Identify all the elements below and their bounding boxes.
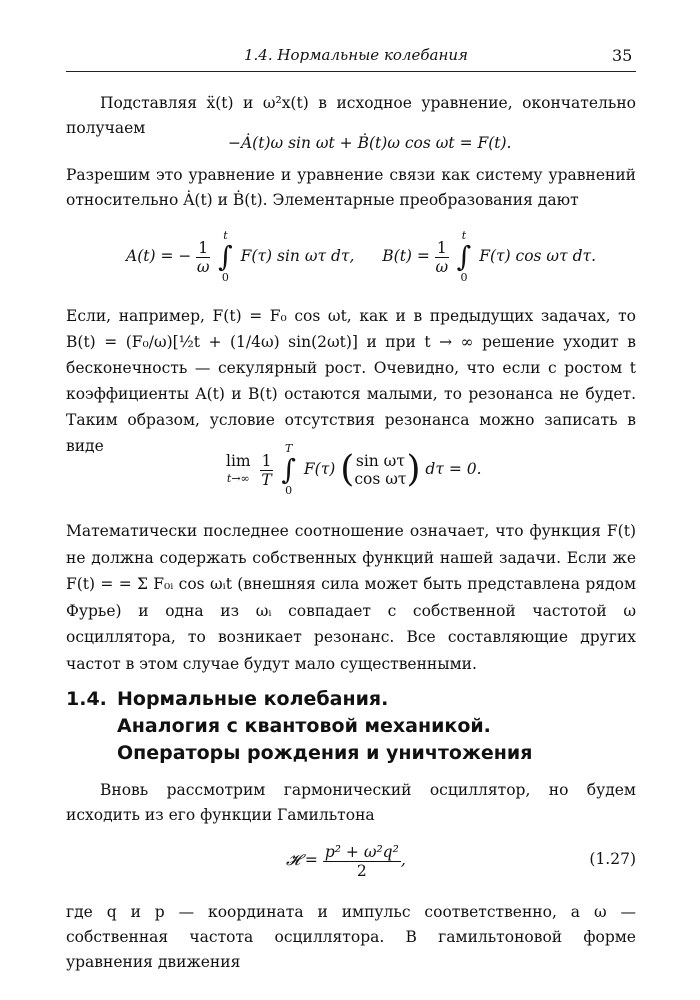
paragraph-hamiltonian-intro: Вновь рассмотрим гармонический осциллятор, но будем исходить из его функции Гамильтона xyxy=(66,781,636,824)
paragraph-solve-system: Разрешим это уравнение и уравнение связи как систему уравнений относительно Ȧ(t) и Ḃ(t). Элементарные преобразования дают xyxy=(66,166,636,209)
eq4-lhs: 𝓗 = xyxy=(286,851,318,869)
eq3-fraction: $\frac{1}{T}$ xyxy=(261,451,272,489)
eq2-integrand-a: F(τ) sin ωτ dτ, xyxy=(240,247,355,265)
eq3-vector: sin ωτ cos ωτ xyxy=(354,452,407,488)
section-title-line1: Нормальные колебания. xyxy=(117,688,389,710)
eq3-integrand: F(τ) xyxy=(303,460,336,478)
eq2-lhs-b: B(t) = xyxy=(382,247,430,265)
section-number: 1.4. xyxy=(66,688,107,710)
eq3-tail: dτ = 0. xyxy=(425,460,482,478)
equation-number: (1.27) xyxy=(589,850,636,868)
eq2-fraction-b: $\frac{1}{\omega}$ xyxy=(435,238,449,276)
eq2-integral-a: t ∫ 0 xyxy=(218,229,233,284)
paragraph-secular-growth: Если, например, F(t) = F₀ cos ωt, как и в предыдущих задачах, то B(t) = (F₀/ω)[½t + (1/4ω) sin(2ωt)] и при t → ∞ решение уходит в бесконечность — секулярный рост. Очевидно, что если с ростом t коэффициенты A(t) и B(t) остаются малыми, то резонанса не будет. Таким образом, условие отсутствия резонанса можно записать в виде xyxy=(66,307,636,455)
paragraph-hamiltonian-form: где q и p — координата и импульс соответственно, а ω — собственная частота осциллятора. В гамильтоновой форме уравнения движения xyxy=(66,903,636,971)
eq2-fraction-a: $\frac{1}{\omega}$ xyxy=(196,238,210,276)
eq3-integral: T ∫ 0 xyxy=(281,442,296,497)
eq2-integrand-b: F(τ) cos ωτ dτ. xyxy=(479,247,596,265)
equation-hamiltonian: 𝓗 = $\frac{\text{p² + ω²q²}}{2}$ , xyxy=(286,842,406,880)
equation-resonance-condition: lim t→∞ $\frac{1}{T}$ T ∫ 0 F(τ) ( sin ωτ cos ωτ ) dτ = 0. xyxy=(226,442,482,497)
page-number: 35 xyxy=(612,46,633,65)
header-rule xyxy=(66,71,636,72)
paragraph-fourier-resonance: Математически последнее соотношение означает, что функция F(t) не должна содержать собственных функций нашей задачи. Если же F(t) = = Σ F₀ᵢ cos ωᵢt (внешняя сила может быть представлена рядом Фурье) и одна из ωᵢ совпадает с собственной частотой ω осциллятора, то возникает резонанс. Все составляющие других частот в этом случае будут мало существенными. xyxy=(66,522,636,673)
equation-a-b-integrals xyxy=(126,225,596,287)
section-title-line2: Аналогия с квантовой механикой. xyxy=(117,715,491,737)
running-header-title: 1.4. Нормальные колебания xyxy=(244,46,468,64)
paragraph-substitution: Подставляя ẍ(t) и ω²x(t) в исходное уравнение, окончательно получаем xyxy=(66,94,636,137)
eq4-fraction: $\frac{\text{p² + ω²q²}}{2}$ xyxy=(324,842,399,880)
eq2-lhs-a: A(t) = − xyxy=(126,247,192,265)
eq3-limit: lim t→∞ xyxy=(226,452,251,485)
eq2-integral-b: t ∫ 0 xyxy=(456,229,472,284)
equation-derivatives: −Ȧ(t)ω sin ωt + Ḃ(t)ω cos ωt = F(t). xyxy=(228,134,512,152)
section-title-line3: Операторы рождения и уничтожения xyxy=(117,742,533,764)
